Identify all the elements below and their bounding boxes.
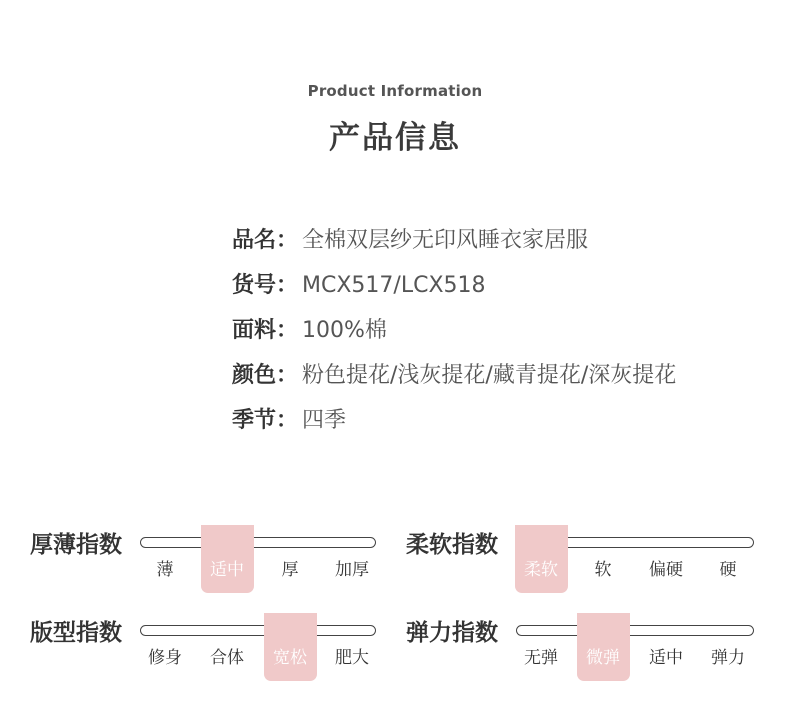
info-label: 颜色：: [232, 363, 299, 388]
metric-option: 适中: [210, 560, 244, 580]
metric-option: 加厚: [335, 560, 369, 580]
info-value: 粉色提花/浅灰提花/藏青提花/深灰提花: [302, 363, 677, 388]
info-row-season: [232, 406, 676, 451]
metric-option: 偏硬: [649, 560, 683, 580]
metric-title: 版型指数: [30, 620, 122, 646]
header-title-cn: 产品信息: [329, 120, 461, 156]
info-row-name: [232, 226, 676, 271]
metric-option: 合体: [210, 648, 244, 668]
info-value: 100%棉: [302, 318, 387, 343]
metric-option: 软: [594, 560, 612, 580]
info-row-fabric: [232, 316, 676, 361]
metric-option: 厚: [281, 560, 299, 580]
metric-option: 无弹: [524, 648, 558, 668]
info-value: 四季: [302, 408, 347, 433]
info-label: 面料：: [232, 318, 299, 343]
header-title-en: Product Information: [307, 82, 483, 100]
metric-option: 硬: [719, 560, 737, 580]
info-label: 品名：: [232, 228, 299, 253]
metric-option: 柔软: [524, 560, 558, 580]
info-label: 季节：: [232, 408, 299, 433]
metric-track: [516, 625, 754, 636]
metric-title: 厚薄指数: [30, 532, 122, 558]
metric-option: 修身: [148, 648, 182, 668]
metric-option: 宽松: [273, 648, 307, 668]
metric-title: 弹力指数: [406, 620, 498, 646]
info-row-color: [232, 361, 676, 406]
metric-track: [140, 625, 376, 636]
metric-option: 适中: [649, 648, 683, 668]
metric-option: 薄: [156, 560, 174, 580]
product-info-list: [232, 226, 676, 451]
metric-title: 柔软指数: [406, 532, 498, 558]
metric-option: 弹力: [711, 648, 745, 668]
info-value: MCX517/LCX518: [302, 273, 486, 298]
metric-option: 肥大: [335, 648, 369, 668]
info-label: 货号：: [232, 273, 299, 298]
metric-option: 微弹: [586, 648, 620, 668]
info-value: 全棉双层纱无印风睡衣家居服: [302, 228, 589, 253]
metric-track: [140, 537, 376, 548]
info-row-item-number: [232, 271, 676, 316]
